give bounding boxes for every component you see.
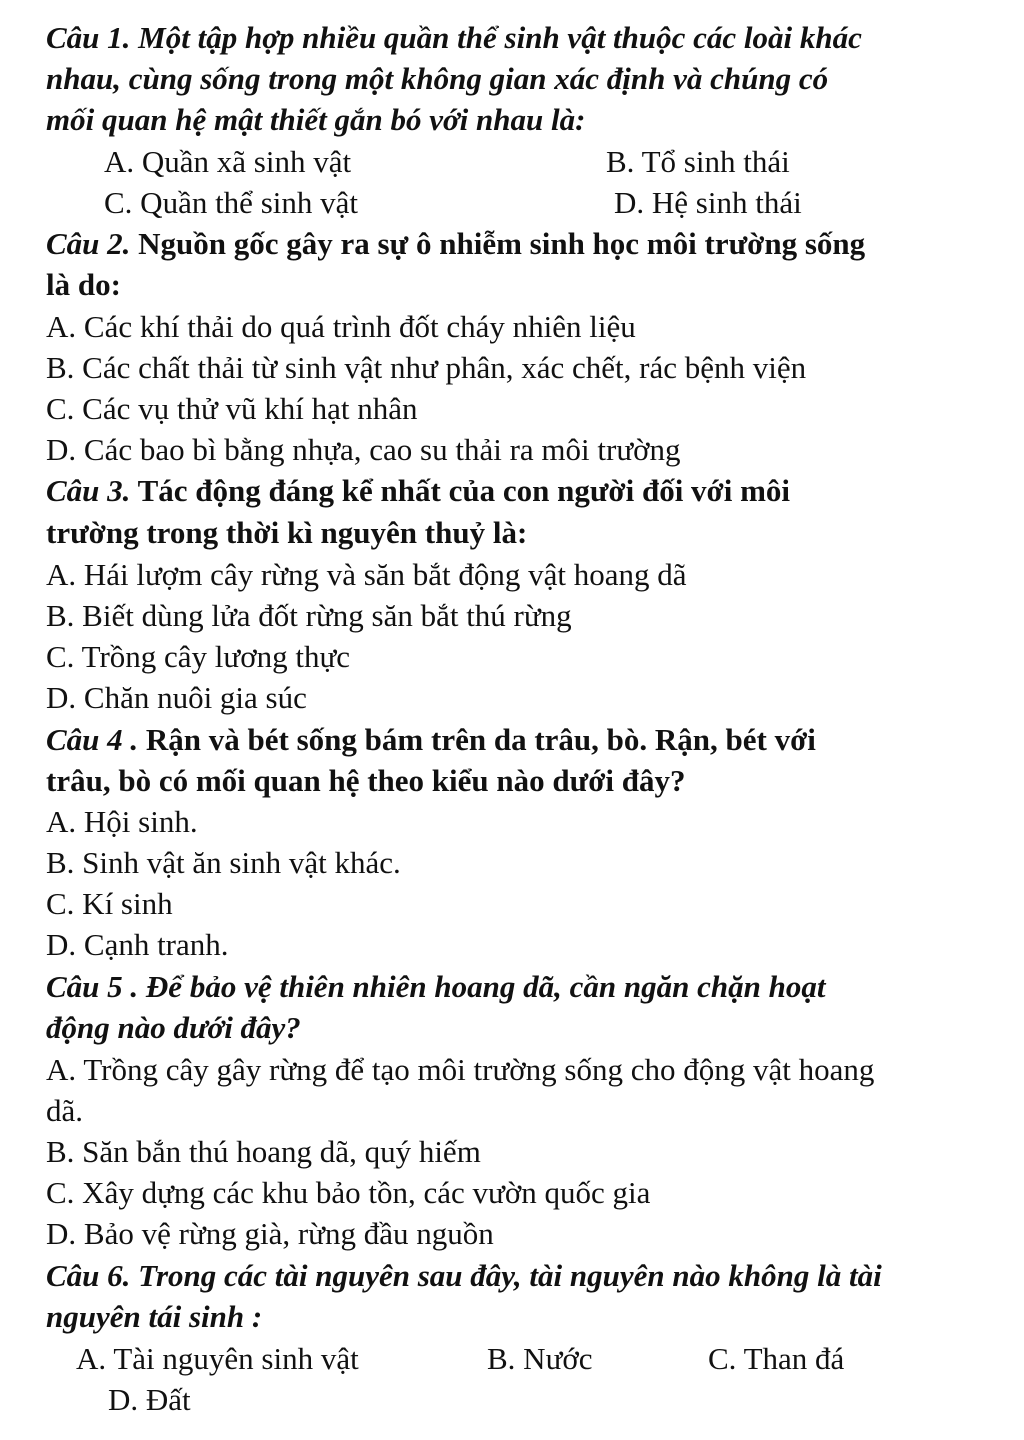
question-4-line-2: trâu, bò có mối quan hệ theo kiểu nào dưới đây? (46, 763, 686, 798)
question-2-line-2: là do: (46, 267, 121, 302)
question-4-option-a: A. Hội sinh. (46, 804, 198, 839)
question-6-option-c: C. Than đá (708, 1341, 845, 1376)
question-2-option-b: B. Các chất thải từ sinh vật như phân, xác chết, rác bệnh viện (46, 350, 807, 385)
question-1-line-2: nhau, cùng sống trong một không gian xác định và chúng có (46, 61, 829, 96)
question-6-line-2: nguyên tái sinh : (46, 1299, 263, 1334)
question-3-line-2: trường trong thời kì nguyên thuỷ là: (46, 515, 528, 550)
question-3-option-a: A. Hái lượm cây rừng và săn bắt động vật hoang dã (46, 557, 687, 592)
question-1-option-d: D. Hệ sinh thái (614, 185, 802, 220)
question-4-line-1: Câu 4 . Rận và bét sống bám trên da trâu, bò. Rận, bét với (46, 722, 816, 757)
question-6-label: Câu 6. (46, 1258, 131, 1293)
question-1-option-a: A. Quần xã sinh vật (104, 144, 352, 179)
question-5-line-1: Câu 5 . Để bảo vệ thiên nhiên hoang dã, cần ngăn chặn hoạt (46, 969, 826, 1004)
question-6-option-d: D. Đất (108, 1382, 191, 1417)
question-5-label: Câu 5 . (46, 969, 139, 1004)
question-1-label: Câu 1. (46, 20, 131, 55)
question-4-option-b: B. Sinh vật ăn sinh vật khác. (46, 845, 401, 880)
question-4-option-d: D. Cạnh tranh. (46, 927, 229, 962)
question-5-line-2: động nào dưới đây? (46, 1010, 301, 1045)
question-3-label: Câu 3. (46, 473, 131, 508)
question-3-option-c: C. Trồng cây lương thực (46, 639, 351, 674)
question-2-label: Câu 2. (46, 226, 131, 261)
question-5-option-a-continued: dã. (46, 1093, 84, 1128)
question-2-line-1: Câu 2. Nguồn gốc gây ra sự ô nhiễm sinh học môi trường sống (46, 226, 866, 261)
question-6-line-1: Câu 6. Trong các tài nguyên sau đây, tài nguyên nào không là tài (46, 1258, 882, 1293)
question-3-option-d: D. Chăn nuôi gia súc (46, 680, 307, 715)
question-2-option-a: A. Các khí thải do quá trình đốt cháy nhiên liệu (46, 309, 636, 344)
question-6-option-b: B. Nước (487, 1341, 593, 1376)
question-1-option-c: C. Quần thể sinh vật (104, 185, 358, 220)
question-2-option-c: C. Các vụ thử vũ khí hạt nhân (46, 391, 418, 426)
question-4-label: Câu 4 . (46, 722, 139, 757)
question-1-line-3: mối quan hệ mật thiết gắn bó với nhau là: (46, 102, 586, 137)
question-5-option-a: A. Trồng cây gây rừng để tạo môi trường sống cho động vật hoang (46, 1052, 875, 1087)
question-5-option-c: C. Xây dựng các khu bảo tồn, các vườn quốc gia (46, 1175, 651, 1210)
question-1-option-b: B. Tổ sinh thái (606, 144, 790, 179)
question-1-line-1: Câu 1. Một tập hợp nhiều quần thể sinh vật thuộc các loài khác (46, 20, 862, 55)
question-6-option-a: A. Tài nguyên sinh vật (76, 1341, 359, 1376)
question-3-option-b: B. Biết dùng lửa đốt rừng săn bắt thú rừng (46, 598, 572, 633)
question-4-option-c: C. Kí sinh (46, 886, 173, 921)
question-2-option-d: D. Các bao bì bằng nhựa, cao su thải ra môi trường (46, 432, 681, 467)
question-5-option-b: B. Săn bắn thú hoang dã, quý hiếm (46, 1134, 481, 1169)
question-5-option-d: D. Bảo vệ rừng già, rừng đầu nguồn (46, 1216, 494, 1251)
question-3-line-1: Câu 3. Tác động đáng kể nhất của con người đối với môi (46, 473, 791, 508)
